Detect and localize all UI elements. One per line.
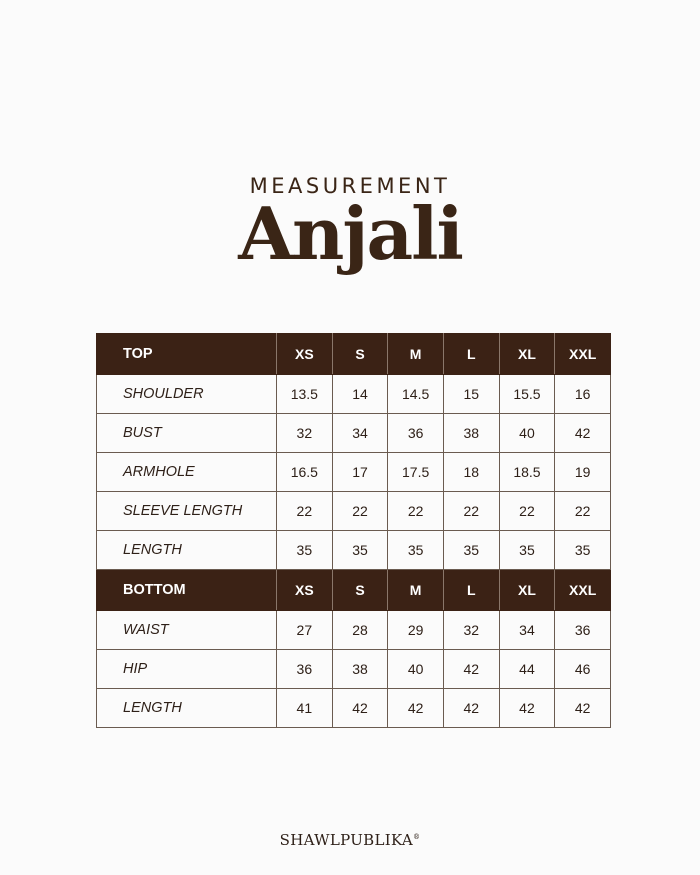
table-row-armhole [97,453,611,492]
row-label: ARMHOLE [97,453,277,492]
size-header-xxl: XXL [555,570,611,611]
cell-value: 17.5 [388,453,444,492]
cell-value: 40 [388,650,444,689]
cell-value: 35 [332,531,388,570]
size-header-l: L [443,570,499,611]
cell-value: 32 [443,611,499,650]
table-row-hip [97,650,611,689]
cell-value: 15 [443,375,499,414]
bottom-section-label: BOTTOM [97,570,277,611]
top-header-row [97,334,611,375]
size-header-m: M [388,570,444,611]
cell-value: 44 [499,650,555,689]
cell-value: 18.5 [499,453,555,492]
cell-value: 34 [499,611,555,650]
cell-value: 15.5 [499,375,555,414]
trademark-symbol: ® [413,833,421,841]
cell-value: 22 [388,492,444,531]
size-header-l: L [443,334,499,375]
cell-value: 32 [277,414,333,453]
size-header-s: S [332,570,388,611]
cell-value: 22 [499,492,555,531]
cell-value: 36 [277,650,333,689]
cell-value: 22 [332,492,388,531]
cell-value: 14 [332,375,388,414]
brand-name: SHAWLPUBLIKA [279,831,414,849]
cell-value: 36 [388,414,444,453]
cell-value: 35 [443,531,499,570]
size-header-s: S [332,334,388,375]
size-header-xxl: XXL [555,334,611,375]
row-label: LENGTH [97,531,277,570]
cell-value: 19 [555,453,611,492]
cell-value: 35 [388,531,444,570]
cell-value: 18 [443,453,499,492]
cell-value: 42 [388,689,444,728]
cell-value: 13.5 [277,375,333,414]
size-header-xl: XL [499,334,555,375]
cell-value: 42 [443,650,499,689]
row-label: LENGTH [97,689,277,728]
size-chart-table [96,333,611,728]
brand-logo [0,831,700,849]
size-header-xl: XL [499,570,555,611]
cell-value: 40 [499,414,555,453]
cell-value: 16.5 [277,453,333,492]
table-row-sleeve-length [97,492,611,531]
product-title: Anjali [238,191,462,276]
cell-value: 35 [499,531,555,570]
cell-value: 22 [555,492,611,531]
cell-value: 41 [277,689,333,728]
cell-value: 27 [277,611,333,650]
row-label: HIP [97,650,277,689]
table-row-shoulder [97,375,611,414]
size-header-xs: XS [277,570,333,611]
cell-value: 42 [332,689,388,728]
cell-value: 17 [332,453,388,492]
cell-value: 38 [443,414,499,453]
cell-value: 28 [332,611,388,650]
row-label: SLEEVE LENGTH [97,492,277,531]
cell-value: 38 [332,650,388,689]
cell-value: 42 [499,689,555,728]
table-row-top-length [97,531,611,570]
cell-value: 35 [555,531,611,570]
cell-value: 42 [555,414,611,453]
table-row-bust [97,414,611,453]
cell-value: 36 [555,611,611,650]
cell-value: 22 [443,492,499,531]
size-header-m: M [388,334,444,375]
table-row-waist [97,611,611,650]
top-section-label: TOP [97,334,277,375]
cell-value: 22 [277,492,333,531]
cell-value: 14.5 [388,375,444,414]
size-header-xs: XS [277,334,333,375]
row-label: SHOULDER [97,375,277,414]
cell-value: 46 [555,650,611,689]
row-label: BUST [97,414,277,453]
cell-value: 35 [277,531,333,570]
table-row-bottom-length [97,689,611,728]
cell-value: 29 [388,611,444,650]
bottom-header-row [97,570,611,611]
measurement-subtitle: MEASUREMENT [249,174,451,198]
row-label: WAIST [97,611,277,650]
cell-value: 42 [555,689,611,728]
cell-value: 16 [555,375,611,414]
cell-value: 34 [332,414,388,453]
cell-value: 42 [443,689,499,728]
